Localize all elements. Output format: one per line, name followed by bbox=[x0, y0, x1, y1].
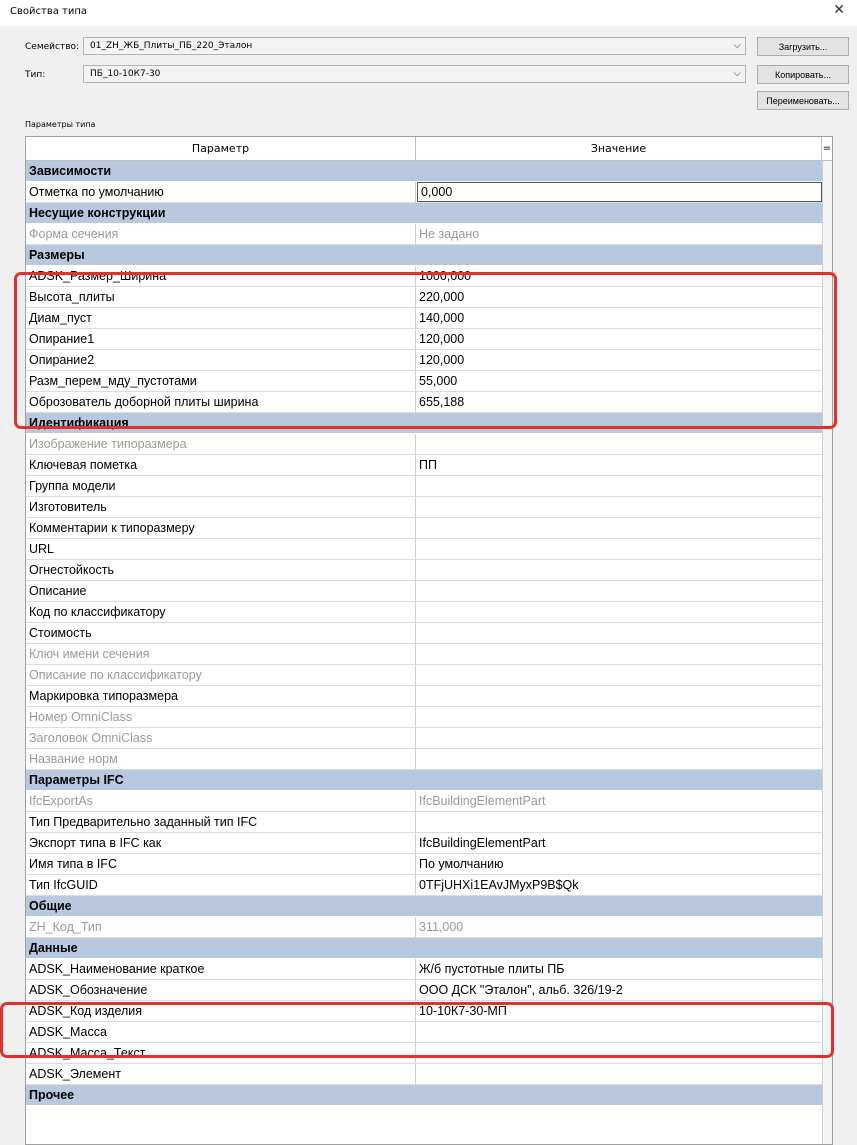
param-name-cell: Номер OmniClass bbox=[26, 707, 416, 727]
table-row[interactable] bbox=[26, 518, 822, 539]
param-value-cell[interactable]: По умолчанию bbox=[419, 857, 504, 871]
param-name-cell: Код по классификатору bbox=[26, 602, 416, 622]
param-name-cell: URL bbox=[26, 539, 416, 559]
rename-button[interactable]: Переименовать... bbox=[757, 91, 849, 110]
param-name-cell: Название норм bbox=[26, 749, 416, 769]
group-header[interactable] bbox=[26, 161, 822, 182]
table-row[interactable] bbox=[26, 833, 822, 854]
param-name-cell: Опирание2 bbox=[26, 350, 416, 370]
param-value-cell[interactable]: ООО ДСК "Эталон", альб. 326/19-2 bbox=[419, 983, 623, 997]
param-name-cell: ADSK_Элемент bbox=[26, 1064, 416, 1084]
chevron-down-icon[interactable]: ⌵ bbox=[733, 68, 741, 79]
group-header[interactable] bbox=[26, 770, 822, 791]
type-params-label: Параметры типа bbox=[25, 120, 96, 129]
param-name-cell: Комментарии к типоразмеру bbox=[26, 518, 416, 538]
param-name-cell: ADSK_Обозначение bbox=[26, 980, 416, 1000]
column-header-parameter[interactable]: Параметр bbox=[26, 137, 416, 161]
table-row[interactable] bbox=[26, 959, 822, 980]
param-value-cell[interactable]: 140,000 bbox=[419, 311, 465, 325]
group-header[interactable] bbox=[26, 1085, 822, 1106]
group-title: Данные bbox=[29, 941, 78, 955]
table-row[interactable] bbox=[26, 476, 822, 497]
param-value-cell bbox=[416, 728, 822, 748]
param-name-cell: Описание по классификатору bbox=[26, 665, 416, 685]
table-row[interactable] bbox=[26, 581, 822, 602]
param-name-cell: Маркировка типоразмера bbox=[26, 686, 416, 706]
param-name-cell: Оброзователь доборной плиты ширина bbox=[26, 392, 416, 412]
param-value-cell[interactable] bbox=[416, 1064, 822, 1084]
table-row[interactable] bbox=[26, 623, 822, 644]
type-combo[interactable] bbox=[83, 65, 746, 83]
type-value: ПБ_10-10К7-30 bbox=[90, 69, 161, 79]
table-row[interactable] bbox=[26, 707, 822, 728]
param-name-cell: IfcExportAs bbox=[26, 791, 416, 811]
table-row[interactable] bbox=[26, 812, 822, 833]
param-name-cell: Стоимость bbox=[26, 623, 416, 643]
param-value-cell[interactable] bbox=[416, 476, 822, 496]
group-title: Общие bbox=[29, 899, 72, 913]
table-row[interactable] bbox=[26, 854, 822, 875]
param-value-cell[interactable]: IfcBuildingElementPart bbox=[419, 836, 546, 850]
close-icon[interactable]: ✕ bbox=[833, 2, 845, 18]
table-row[interactable] bbox=[26, 875, 822, 896]
family-value: 01_ZH_ЖБ_Плиты_ПБ_220_Эталон bbox=[90, 41, 253, 51]
param-value-cell: Не задано bbox=[419, 227, 480, 241]
table-row[interactable] bbox=[26, 497, 822, 518]
table-row[interactable] bbox=[26, 665, 822, 686]
table-row[interactable] bbox=[26, 917, 822, 938]
param-value-cell bbox=[416, 749, 822, 769]
param-value-cell[interactable] bbox=[416, 560, 822, 580]
table-row[interactable] bbox=[26, 560, 822, 581]
load-button[interactable]: Загрузить... bbox=[757, 37, 849, 56]
param-name-cell: Диам_пуст bbox=[26, 308, 416, 328]
copy-button[interactable]: Копировать... bbox=[757, 65, 849, 84]
param-value-cell[interactable] bbox=[416, 497, 822, 517]
param-name-cell: ADSK_Масса bbox=[26, 1022, 416, 1042]
param-value-cell[interactable] bbox=[416, 686, 822, 706]
param-name-cell: Высота_плиты bbox=[26, 287, 416, 307]
param-name-cell: ADSK_Размер_Ширина bbox=[26, 266, 416, 286]
highlight-box-adsk bbox=[0, 1002, 834, 1058]
group-title: Идентификация bbox=[29, 416, 129, 430]
param-name-cell: Разм_перем_мду_пустотами bbox=[26, 371, 416, 391]
param-name-cell: Опирание1 bbox=[26, 329, 416, 349]
param-value-cell bbox=[416, 644, 822, 664]
column-options-icon[interactable]: = bbox=[822, 137, 832, 161]
param-value-cell[interactable] bbox=[416, 812, 822, 832]
param-value-cell[interactable]: 55,000 bbox=[419, 374, 458, 388]
group-header[interactable] bbox=[26, 938, 822, 959]
highlight-box-dimensions bbox=[14, 272, 837, 429]
param-value-cell bbox=[416, 665, 822, 685]
table-row[interactable] bbox=[26, 182, 822, 203]
param-name-cell: ADSK_Наименование краткое bbox=[26, 959, 416, 979]
param-value-cell[interactable] bbox=[416, 581, 822, 601]
table-header bbox=[26, 137, 832, 161]
param-name-cell: Имя типа в IFC bbox=[26, 854, 416, 874]
family-combo[interactable] bbox=[83, 37, 746, 55]
param-name-cell: Экспорт типа в IFC как bbox=[26, 833, 416, 853]
group-title: Параметры IFC bbox=[29, 773, 124, 787]
column-header-value[interactable]: Значение bbox=[416, 137, 822, 161]
param-name-cell: Ключевая пометка bbox=[26, 455, 416, 475]
param-value-cell[interactable] bbox=[416, 539, 822, 559]
param-name-cell: Огнестойкость bbox=[26, 560, 416, 580]
param-name-cell: Описание bbox=[26, 581, 416, 601]
group-title: Прочее bbox=[29, 1088, 75, 1102]
param-name-cell: ADSK_Масса_Текст bbox=[26, 1043, 416, 1063]
table-row[interactable] bbox=[26, 602, 822, 623]
family-label: Семейство: bbox=[25, 42, 80, 52]
param-name-cell: Изготовитель bbox=[26, 497, 416, 517]
window-title: Свойства типа bbox=[10, 6, 88, 17]
param-name-cell: Тип Предварительно заданный тип IFC bbox=[26, 812, 416, 832]
table-row[interactable] bbox=[26, 749, 822, 770]
group-title: Зависимости bbox=[29, 164, 112, 178]
type-label: Тип: bbox=[25, 70, 46, 80]
table-row[interactable] bbox=[26, 644, 822, 665]
param-value-cell[interactable]: 1000,000 bbox=[419, 269, 472, 283]
value-input[interactable]: 0,000 bbox=[417, 182, 822, 202]
table-row[interactable] bbox=[26, 980, 822, 1001]
group-header[interactable] bbox=[26, 245, 822, 266]
param-value-cell[interactable]: ПП bbox=[419, 458, 437, 472]
param-name-cell: Форма сечения bbox=[26, 224, 416, 244]
param-value-cell[interactable]: 655,188 bbox=[419, 395, 465, 409]
title-bar bbox=[0, 0, 857, 26]
param-name-cell: Отметка по умолчанию bbox=[26, 182, 416, 202]
param-name-cell: ADSK_Код изделия bbox=[26, 1001, 416, 1021]
param-value-cell[interactable]: 220,000 bbox=[419, 290, 465, 304]
param-name-cell: Ключ имени сечения bbox=[26, 644, 416, 664]
param-value-cell[interactable]: 10-10К7-30-МП bbox=[419, 1004, 507, 1018]
group-header[interactable] bbox=[26, 896, 822, 917]
param-value-cell[interactable]: Ж/б пустотные плиты ПБ bbox=[419, 962, 565, 976]
param-value-cell bbox=[416, 434, 822, 454]
param-name-cell: ZH_Код_Тип bbox=[26, 917, 416, 937]
table-row[interactable] bbox=[26, 728, 822, 749]
chevron-down-icon[interactable]: ⌵ bbox=[733, 40, 741, 51]
param-value-cell[interactable] bbox=[416, 602, 822, 622]
table-row[interactable] bbox=[26, 224, 822, 245]
param-value-cell[interactable] bbox=[416, 623, 822, 643]
param-value-cell bbox=[416, 707, 822, 727]
param-value-cell[interactable] bbox=[416, 518, 822, 538]
param-name-cell: Группа модели bbox=[26, 476, 416, 496]
group-header[interactable] bbox=[26, 203, 822, 224]
param-value-cell: 311,000 bbox=[419, 920, 464, 934]
table-row[interactable] bbox=[26, 539, 822, 560]
table-row[interactable] bbox=[26, 791, 822, 812]
param-value-cell[interactable]: 120,000 bbox=[419, 353, 465, 367]
dialog-scrollbar[interactable] bbox=[846, 136, 855, 1145]
param-value-cell: IfcBuildingElementPart bbox=[419, 794, 546, 808]
param-name-cell: Изображение типоразмера bbox=[26, 434, 416, 454]
table-row[interactable] bbox=[26, 455, 822, 476]
group-title: Несущие конструкции bbox=[29, 206, 166, 220]
table-row[interactable] bbox=[26, 686, 822, 707]
param-name-cell: Заголовок OmniClass bbox=[26, 728, 416, 748]
param-name-cell: Тип IfcGUID bbox=[26, 875, 416, 895]
table-row[interactable] bbox=[26, 434, 822, 455]
group-title: Размеры bbox=[29, 248, 85, 262]
table-row[interactable] bbox=[26, 1064, 822, 1085]
param-value-cell[interactable]: 0TFjUHXi1EAvJMyxP9B$Qk bbox=[419, 878, 579, 892]
param-value-cell[interactable]: 120,000 bbox=[419, 332, 465, 346]
